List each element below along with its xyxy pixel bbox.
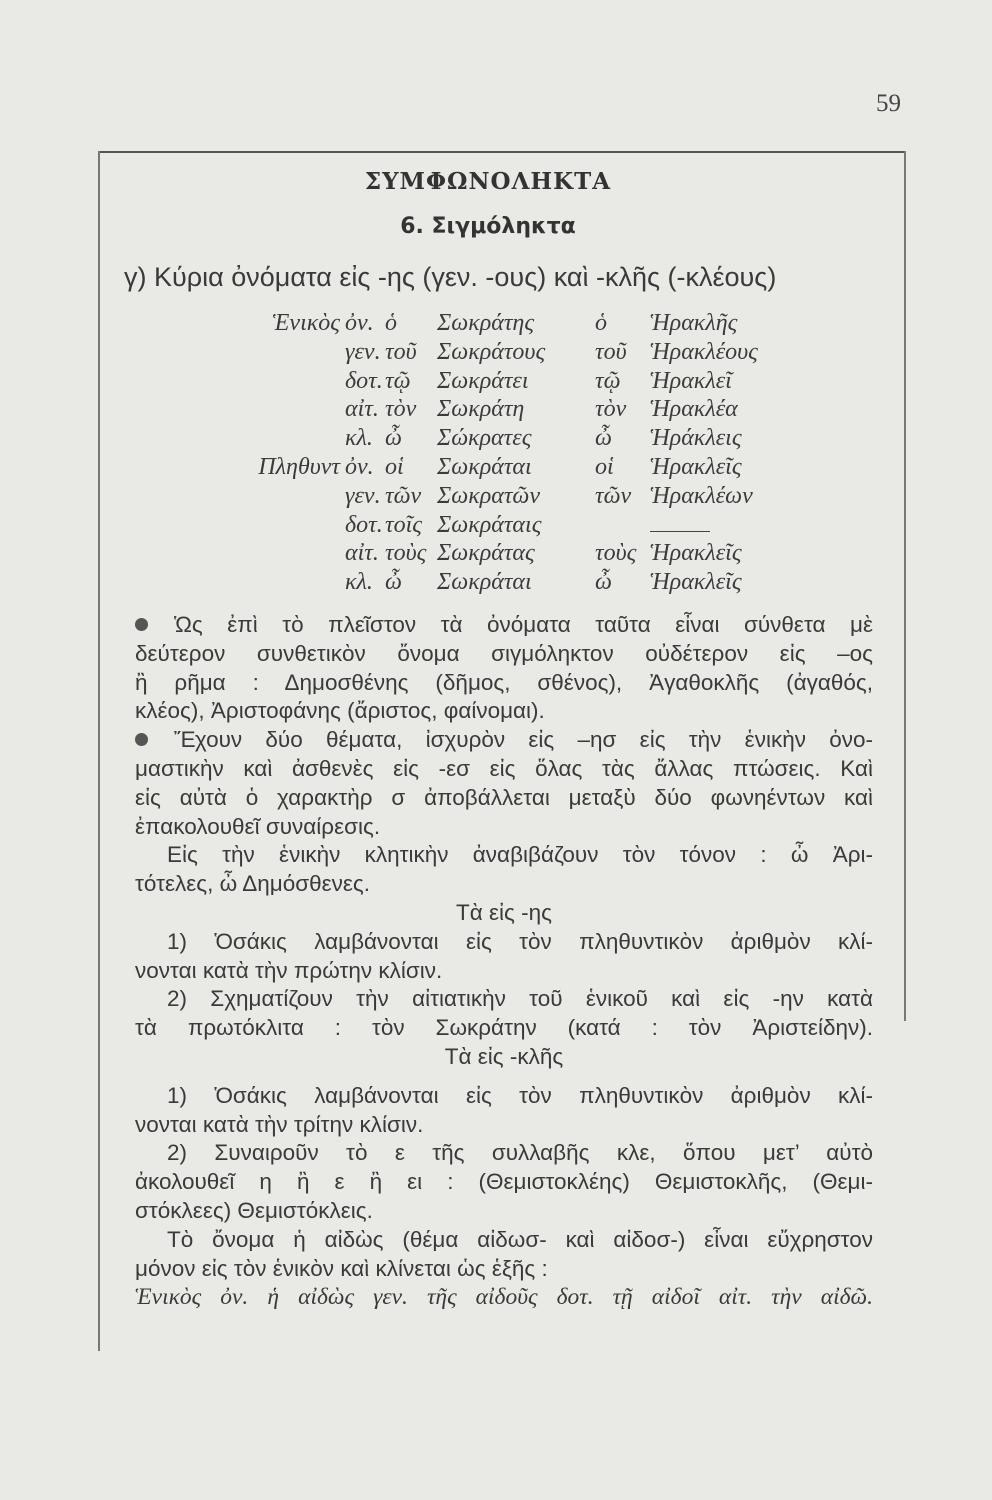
cell-a1: οἱ xyxy=(385,453,404,480)
cell-case: γεν. xyxy=(345,338,381,365)
text-line: τὰ πρωτόκλιτα : τὸν Σωκράτην (κατά : τὸν Ἀριστείδην). xyxy=(135,1015,873,1041)
subheading-eis-is: Τὰ εἰς -ης xyxy=(456,899,552,925)
text-line: μόνον εἰς τὸν ἑνικὸν καὶ κλίνεται ὡς ἑξῆς : xyxy=(135,1255,548,1281)
text-line: Εἰς τὴν ἑνικὴν κλητικὴν ἀναβιβάζουν τὸν τόνον : ὦ Ἀρι- xyxy=(167,842,873,868)
cell-n1: Σώκρατες xyxy=(437,425,532,452)
text-line: 1) Ὁσάκις λαμβάνονται εἰς τὸν πληθυντικὸν ἀριθμὸν κλί- xyxy=(167,928,873,954)
cell-a1: τὸν xyxy=(385,396,417,423)
body-text xyxy=(135,611,873,1312)
cell-case: δοτ. xyxy=(345,511,383,538)
text-line: ἐπακολουθεῖ συναίρεσις. xyxy=(135,813,381,839)
table-row xyxy=(0,454,992,483)
cell-n1: Σωκράτης xyxy=(437,310,535,336)
cell-label: Ἑνικὸς xyxy=(272,310,340,336)
page-number: 59 xyxy=(876,90,901,117)
line-text: Ὡς ἐπὶ τὸ πλεῖστον τὰ ὀνόματα ταῦτα εἶναι σύνθετα μὲ xyxy=(174,612,873,637)
text-line: ἢ ρῆμα : Δημοσθένης (δῆμος, σθένος), Ἀγαθοκλῆς (ἀγαθός, xyxy=(135,669,873,695)
cell-a2: τῷ xyxy=(595,367,621,394)
text-line: νονται κατὰ τὴν τρίτην κλίσιν. xyxy=(135,1111,424,1137)
bullet-icon xyxy=(135,618,148,631)
cell-n1: Σωκράτη xyxy=(437,396,525,423)
cell-n1: Σωκρατῶν xyxy=(437,482,541,509)
text-line: ἀκολουθεῖ η ἢ ε ἢ ει : (Θεμιστοκλέης) Θεμιστοκλῆς, (Θεμι- xyxy=(135,1169,873,1195)
cell-case: γεν. xyxy=(345,482,381,509)
cell-n1: Σωκράτους xyxy=(437,338,546,365)
cell-n2: Ἡράκλεις xyxy=(650,425,742,452)
table-row xyxy=(0,339,992,368)
text-line: κλέος), Ἀριστοφάνης (ἄριστος, φαίνομαι). xyxy=(135,698,545,724)
section-heading: 6. Σιγμόληκτα xyxy=(400,214,576,239)
cell-a2: τῶν xyxy=(595,482,632,509)
cell-a1: ὦ xyxy=(385,569,402,596)
table-row xyxy=(0,569,992,598)
cell-case: αἰτ. xyxy=(345,396,379,423)
text-line xyxy=(135,726,873,755)
cell-n2: Ἡρακλέους xyxy=(650,338,758,365)
text-line: δεύτερον συνθετικὸν ὄνομα σιγμόληκτον οὐδέτερον εἰς –ος xyxy=(135,640,873,666)
cell-a1: τοῖς xyxy=(385,511,422,538)
cell-case: κλ. xyxy=(345,569,373,596)
declension-table xyxy=(0,310,992,598)
cell-a1: τῷ xyxy=(385,367,411,394)
text-line: 1) Ὁσάκις λαμβάνονται εἰς τὸν πληθυντικὸν ἀριθμὸν κλί- xyxy=(167,1082,873,1108)
text-line: νονται κατὰ τὴν πρώτην κλίσιν. xyxy=(135,957,443,983)
bullet-icon xyxy=(135,733,148,746)
cell-a1: ὦ xyxy=(385,425,402,452)
cell-case: δοτ. xyxy=(345,367,383,394)
cell-a2: ὦ xyxy=(595,425,612,452)
text-line: τότελες, ὦ Δημόσθενες. xyxy=(135,871,371,897)
cell-a1: τοὺς xyxy=(385,540,427,567)
cell-n1: Σωκράταις xyxy=(437,511,542,538)
text-line: μαστικὴν καὶ ἀσθενὲς εἰς -εσ εἰς ὅλας τὰς ἄλλας πτώσεις. Καὶ xyxy=(135,755,873,781)
dash-rule xyxy=(650,531,710,532)
cell-label: Πληθυντ xyxy=(258,453,340,480)
cell-n2: Ἡρακλεῖ xyxy=(650,367,732,394)
cell-n2: Ἡρακλεῖς xyxy=(650,540,742,567)
cell-a1: ὁ xyxy=(385,310,397,336)
cell-a2: τὸν xyxy=(595,396,627,423)
aidos-declension-line: Ἑνικὸς ὀν. ἡ αἰδὼς γεν. τῆς αἰδοῦς δοτ. τῇ αἰδοῖ αἰτ. τὴν αἰδῶ. xyxy=(135,1284,873,1311)
cell-n2 xyxy=(650,512,710,539)
cell-a2: ὁ xyxy=(595,310,607,336)
cell-a2: ὦ xyxy=(595,569,612,596)
text-line: στόκλεες) Θεμιστόκλεις. xyxy=(135,1197,373,1223)
text-line: Τὸ ὄνομα ἡ αἰδὼς (θέμα αἰδωσ- καὶ αἰδοσ-) εἶναι εὔχρηστον xyxy=(167,1226,873,1252)
cell-n2: Ἡρακλεῖς xyxy=(650,453,742,480)
text-line: 2) Σχηματίζουν τὴν αἰτιατικὴν τοῦ ἑνικοῦ καὶ εἰς -ην κατὰ xyxy=(167,986,873,1012)
cell-n2: Ἡρακλέων xyxy=(650,482,753,509)
cell-case: κλ. xyxy=(345,425,373,452)
subsection-heading: γ) Κύρια ὀνόματα εἰς -ης (γεν. -ους) καὶ -κλῆς (-κλέους) xyxy=(124,262,777,292)
cell-a2: τοῦ xyxy=(595,338,627,365)
table-row xyxy=(0,396,992,425)
cell-n2: Ἡρακλῆς xyxy=(650,310,738,336)
cell-n1: Σωκράται xyxy=(437,453,532,480)
table-row xyxy=(0,540,992,569)
cell-a2: οἱ xyxy=(595,453,614,480)
table-row xyxy=(0,512,992,541)
table-row xyxy=(0,425,992,454)
text-line: εἰς αὐτὰ ὁ χαρακτὴρ σ ἀποβάλλεται μεταξὺ δύο φωνηέντων καὶ xyxy=(135,784,873,810)
cell-a2: τοὺς xyxy=(595,540,637,567)
table-row xyxy=(0,483,992,512)
text-line xyxy=(135,611,873,640)
cell-n1: Σωκράτει xyxy=(437,367,529,394)
cell-n1: Σωκράτας xyxy=(437,540,535,567)
chapter-heading: ΣΥΜΦΩΝΟΛΗΚΤΑ xyxy=(364,168,612,195)
cell-case: αἰτ. xyxy=(345,540,379,567)
text-line: 2) Συναιροῦν τὸ ε τῆς συλλαβῆς κλε, ὅπου μετ’ αὐτὸ xyxy=(167,1140,873,1166)
cell-a1: τῶν xyxy=(385,482,422,509)
cell-n2: Ἡρακλέα xyxy=(650,396,738,423)
table-row xyxy=(0,310,992,339)
table-row xyxy=(0,368,992,397)
subheading-eis-klis: Τὰ εἰς -κλῆς xyxy=(444,1043,564,1069)
frame-top-rule xyxy=(98,151,906,153)
cell-case: ὀν. xyxy=(345,453,374,480)
cell-n2: Ἡρακλεῖς xyxy=(650,569,742,596)
line-text: Ἔχουν δύο θέματα, ἰσχυρὸν εἰς –ησ εἰς τὴν ἑνικὴν ὀνο- xyxy=(174,727,873,753)
cell-n1: Σωκράται xyxy=(437,569,532,596)
cell-a1: τοῦ xyxy=(385,338,417,365)
cell-case: ὀν. xyxy=(345,310,374,336)
